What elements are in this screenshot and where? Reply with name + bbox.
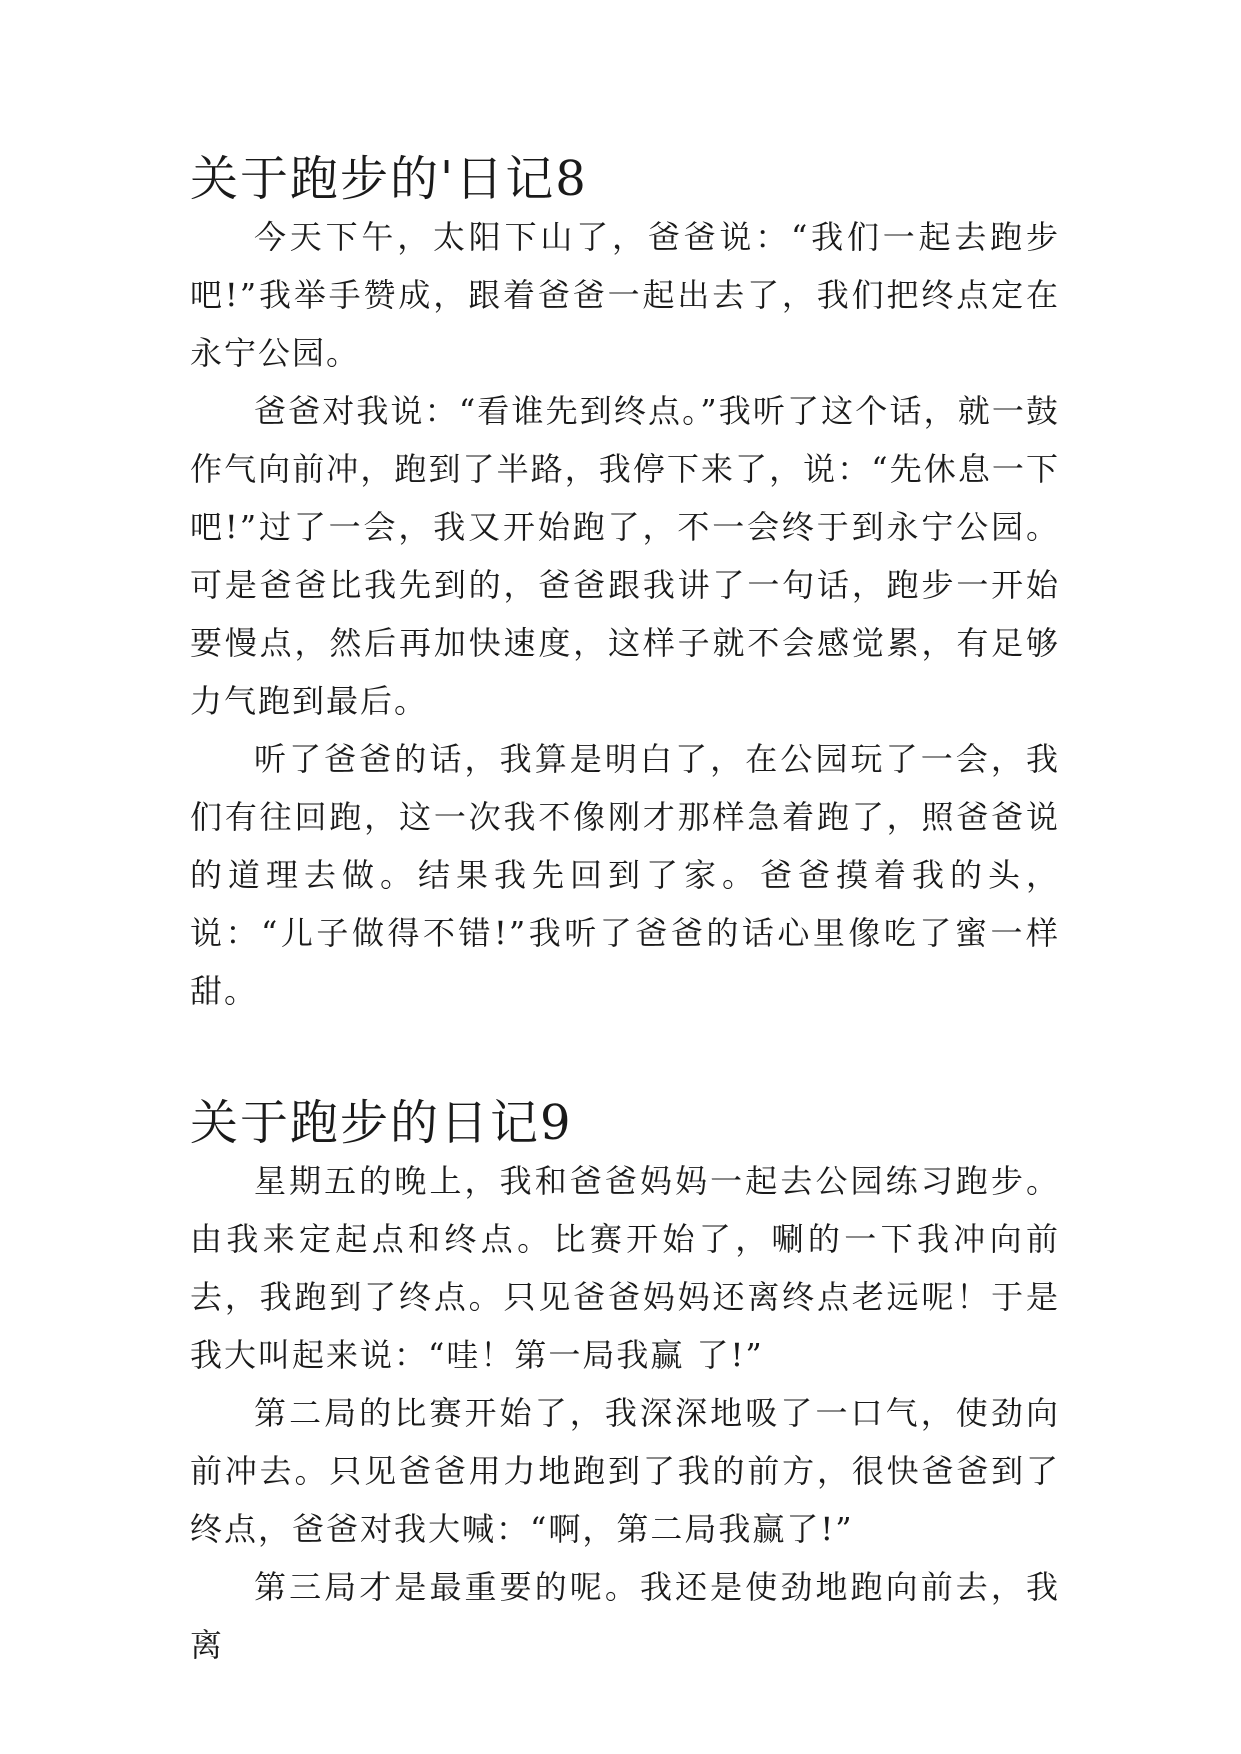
document-body — [190, 150, 1060, 1674]
entry-title: 关于跑步的日记9 — [190, 1095, 573, 1151]
diary-entry-8 — [190, 150, 1060, 1020]
paragraph: 星期五的晚上，我和爸爸妈妈一起去公园练习跑步。由我来定起点和终点。比赛开始了，唰的一下我冲向前去，我跑到了终点。只见爸爸妈妈还离终点老远呢！于是我大叫起来说：“哇！第一局我赢 了!” — [190, 1162, 1060, 1374]
diary-entry-9 — [190, 1094, 1060, 1674]
paragraph: 第二局的比赛开始了，我深深地吸了一口气，使劲向前冲去。只见爸爸用力地跑到了我的前方，很快爸爸到了终点，爸爸对我大喊：“啊，第二局我赢了!” — [190, 1394, 1060, 1548]
paragraph: 第三局才是最重要的呢。我还是使劲地跑向前去，我离 — [190, 1568, 1060, 1664]
entry-title: 关于跑步的'日记8 — [190, 151, 588, 207]
section-spacer — [190, 1020, 1060, 1094]
paragraph: 听了爸爸的话，我算是明白了，在公园玩了一会，我们有往回跑，这一次我不像刚才那样急着跑了，照爸爸说的道理去做。结果我先回到了家。爸爸摸着我的头，说：“儿子做得不错!”我听了爸爸的话心里像吃了蜜一样甜。 — [190, 740, 1060, 1010]
paragraph: 爸爸对我说：“看谁先到终点。”我听了这个话，就一鼓作气向前冲，跑到了半路，我停下来了，说：“先休息一下吧!”过了一会，我又开始跑了，不一会终于到永宁公园。可是爸爸比我先到的，爸爸跟我讲了一句话，跑步一开始要慢点，然后再加快速度，这样子就不会感觉累，有足够力气跑到最后。 — [190, 392, 1060, 720]
paragraph: 今天下午，太阳下山了，爸爸说：“我们一起去跑步吧!”我举手赞成，跟着爸爸一起出去了，我们把终点定在永宁公园。 — [190, 218, 1060, 372]
